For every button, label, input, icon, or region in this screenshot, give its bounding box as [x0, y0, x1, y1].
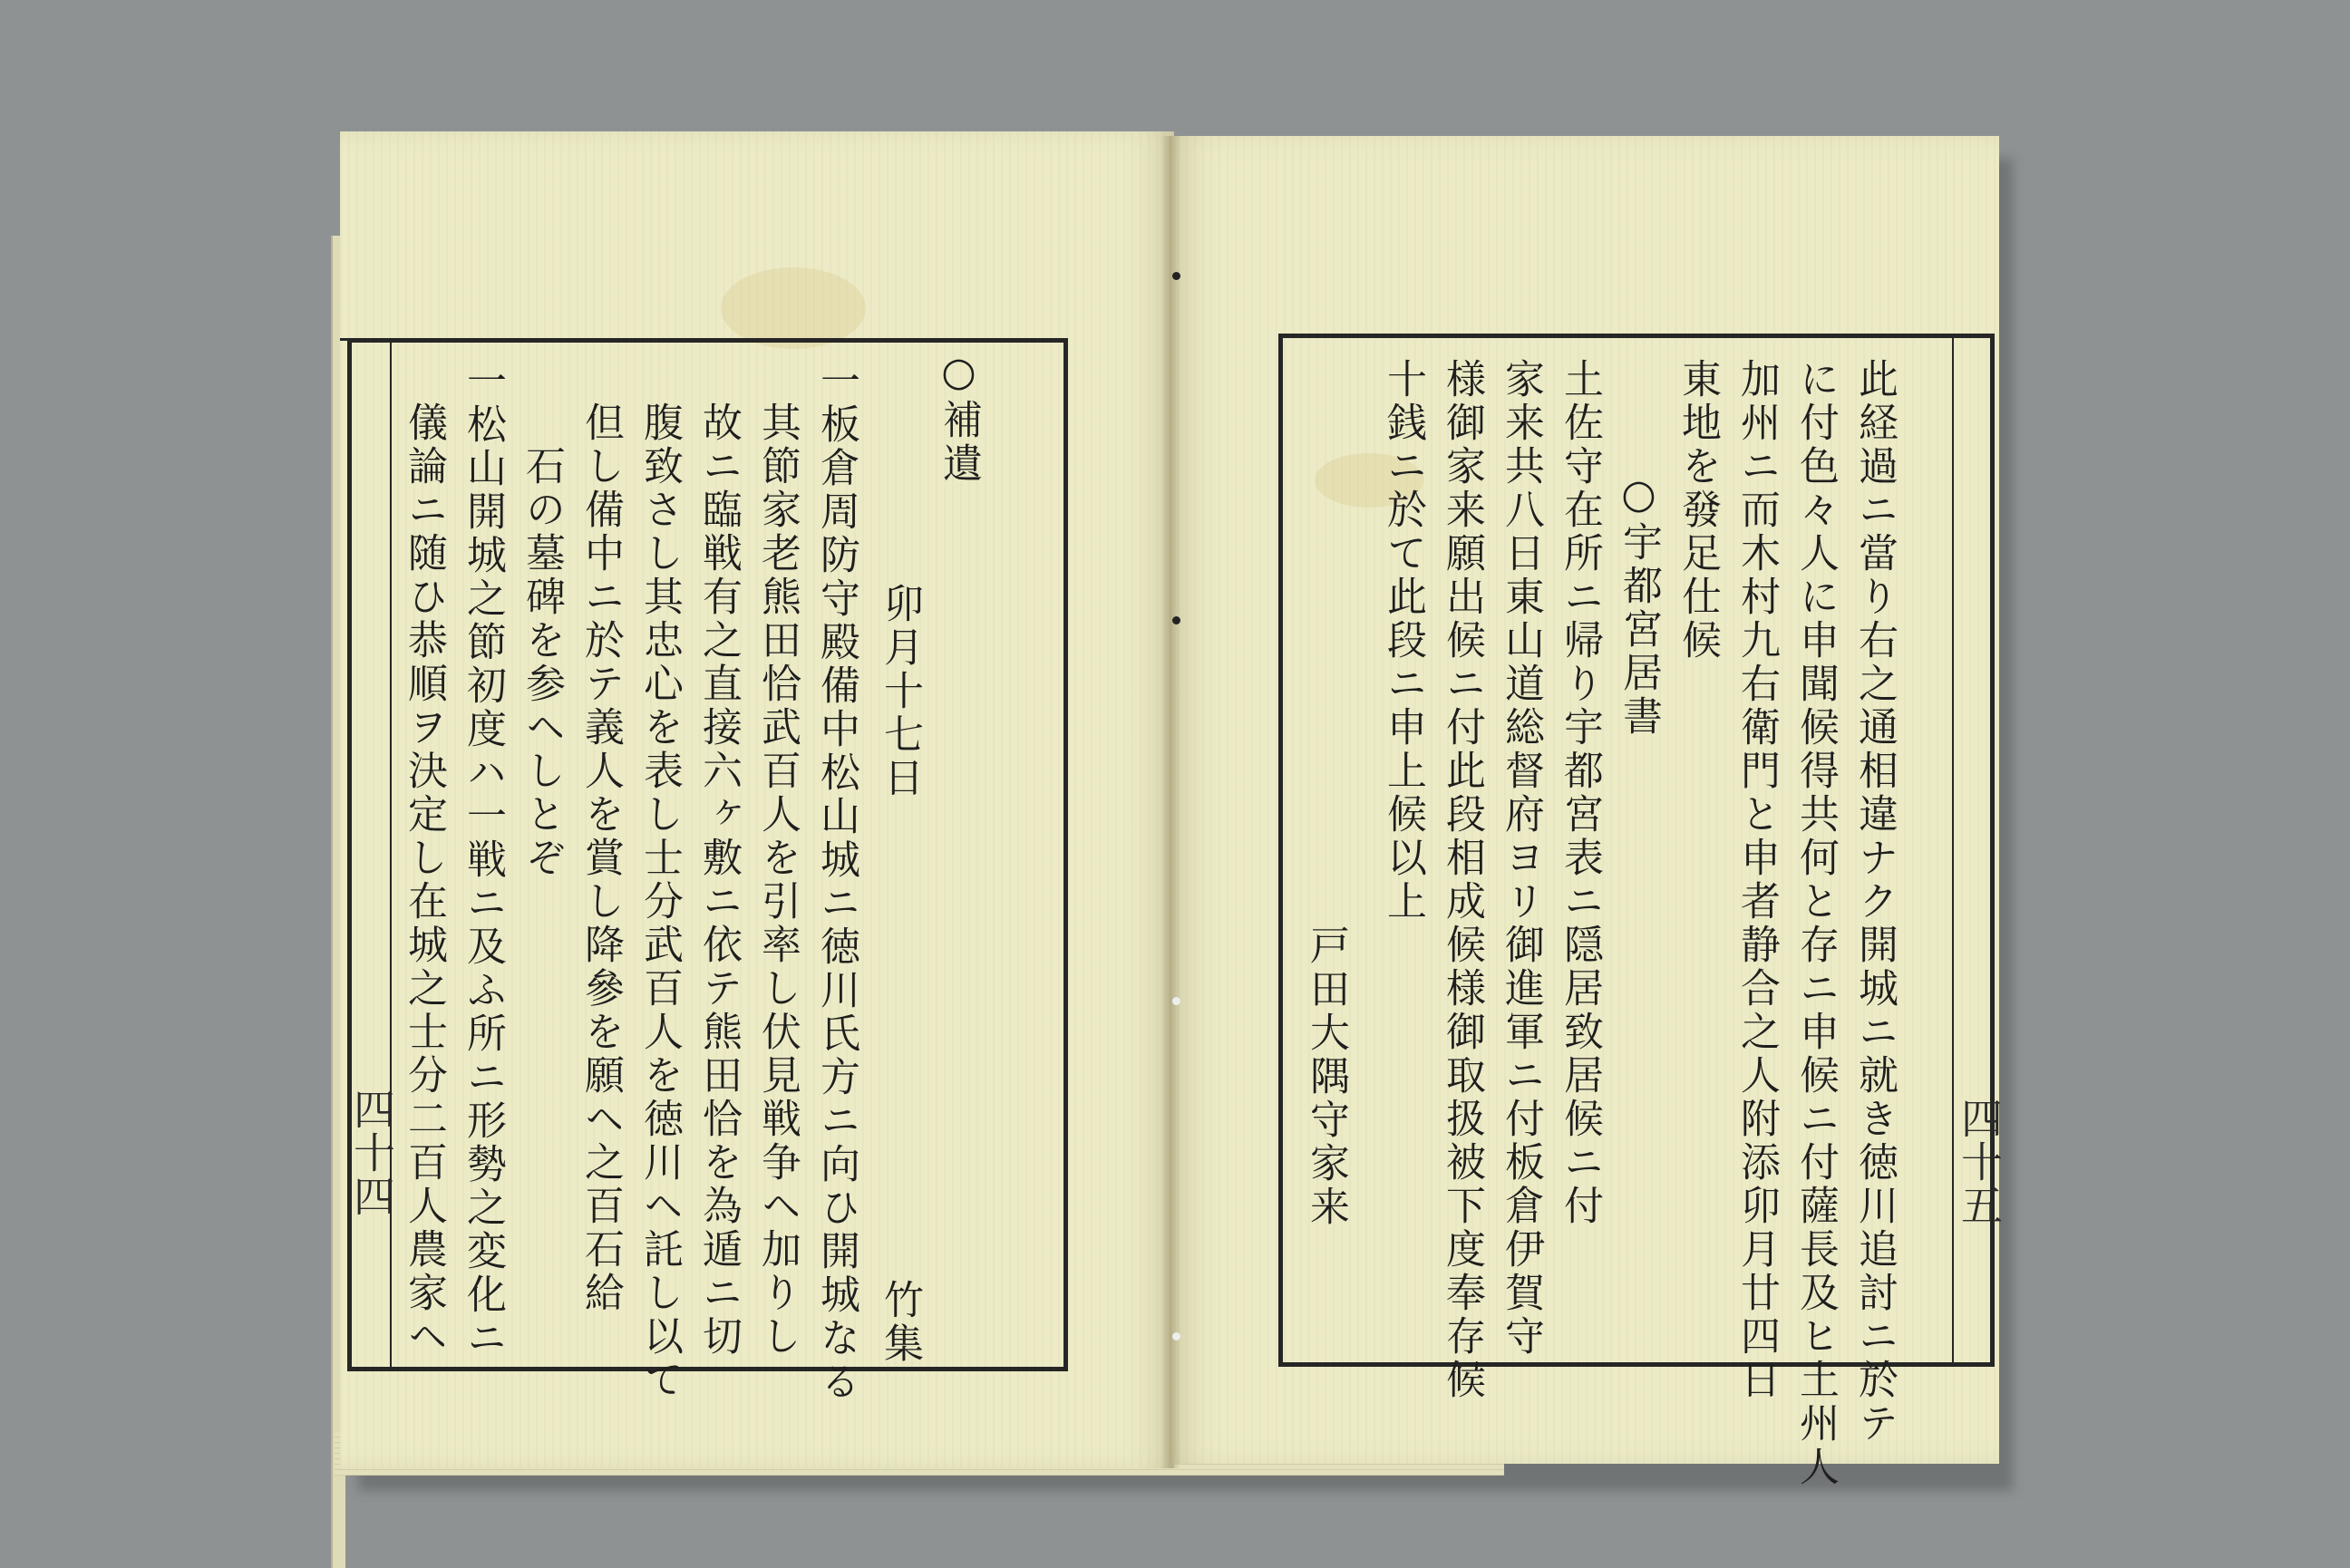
text-column: 十銭ニ於て此段ニ申上候以上	[1380, 358, 1426, 924]
text-column: ○宇都宮居書	[1616, 471, 1662, 739]
text-column: 土佐守在所ニ帰り宇都宮表ニ隠居致居候ニ付	[1557, 358, 1603, 1228]
text-column: 東地を發足仕候	[1675, 358, 1721, 663]
text-column: 腹致さし其忠心を表し士分武百人を徳川ヘ託し以て	[636, 402, 683, 1402]
open-book	[340, 127, 2004, 1489]
page-number: 四十四	[347, 1088, 396, 1218]
binding-hole	[1172, 997, 1180, 1005]
text-column: 家来共八日東山道総督府ヨリ御進軍ニ付板倉伊賀守	[1498, 358, 1544, 1359]
text-column: 其節家老熊田恰武百人を引率し伏見戦争ヘ加りし	[754, 402, 801, 1359]
book-gutter	[1160, 136, 1180, 1468]
text-column: ○補遺	[936, 349, 982, 486]
text-column: 儀論ニ随ひ恭順ヲ決定し在城之士分二百人農家ヘ	[401, 402, 447, 1359]
text-column: 一松山開城之節初度ハ一戦ニ及ふ所ニ形勢之変化ニ	[460, 360, 506, 1360]
right-page	[1170, 136, 2004, 1489]
page-number: 四十五	[1955, 1097, 2004, 1227]
text-column: 卯月十七日 竹集	[877, 365, 923, 1366]
binding-hole	[1172, 616, 1180, 624]
text-column: 様御家来願出候ニ付此段相成候様御取扱被下度奉存候	[1439, 358, 1485, 1402]
text-column: 故ニ臨戦有之直接六ヶ敷ニ依テ熊田恰を為遁ニ切	[695, 402, 742, 1359]
text-column: 石の墓碑を参ヘしとぞ	[519, 402, 565, 880]
left-page	[340, 131, 1174, 1468]
text-column: 戸田大隅守家来	[1303, 924, 1349, 1229]
text-column: 一板倉周防守殿備中松山城ニ徳川氏方ニ向ひ開城なる	[813, 360, 859, 1404]
frame-tick	[340, 338, 351, 341]
text-column: 此経過ニ當り右之通相違ナク開城ニ就き徳川追討ニ於テ	[1851, 358, 1898, 1446]
text-column: に付色々人に申聞候得共何と存ニ申候ニ付薩長及ヒ土州人	[1792, 358, 1839, 1489]
binding-hole	[1172, 1332, 1180, 1341]
text-column: 但し備中ニ於テ義人を賞し降參を願ヘ之百石給	[578, 402, 624, 1315]
paper-stain	[721, 267, 866, 349]
text-column: 加州ニ而木村九右衛門と申者静合之人附添卯月廿四日	[1733, 358, 1780, 1402]
binding-hole	[1172, 272, 1180, 280]
